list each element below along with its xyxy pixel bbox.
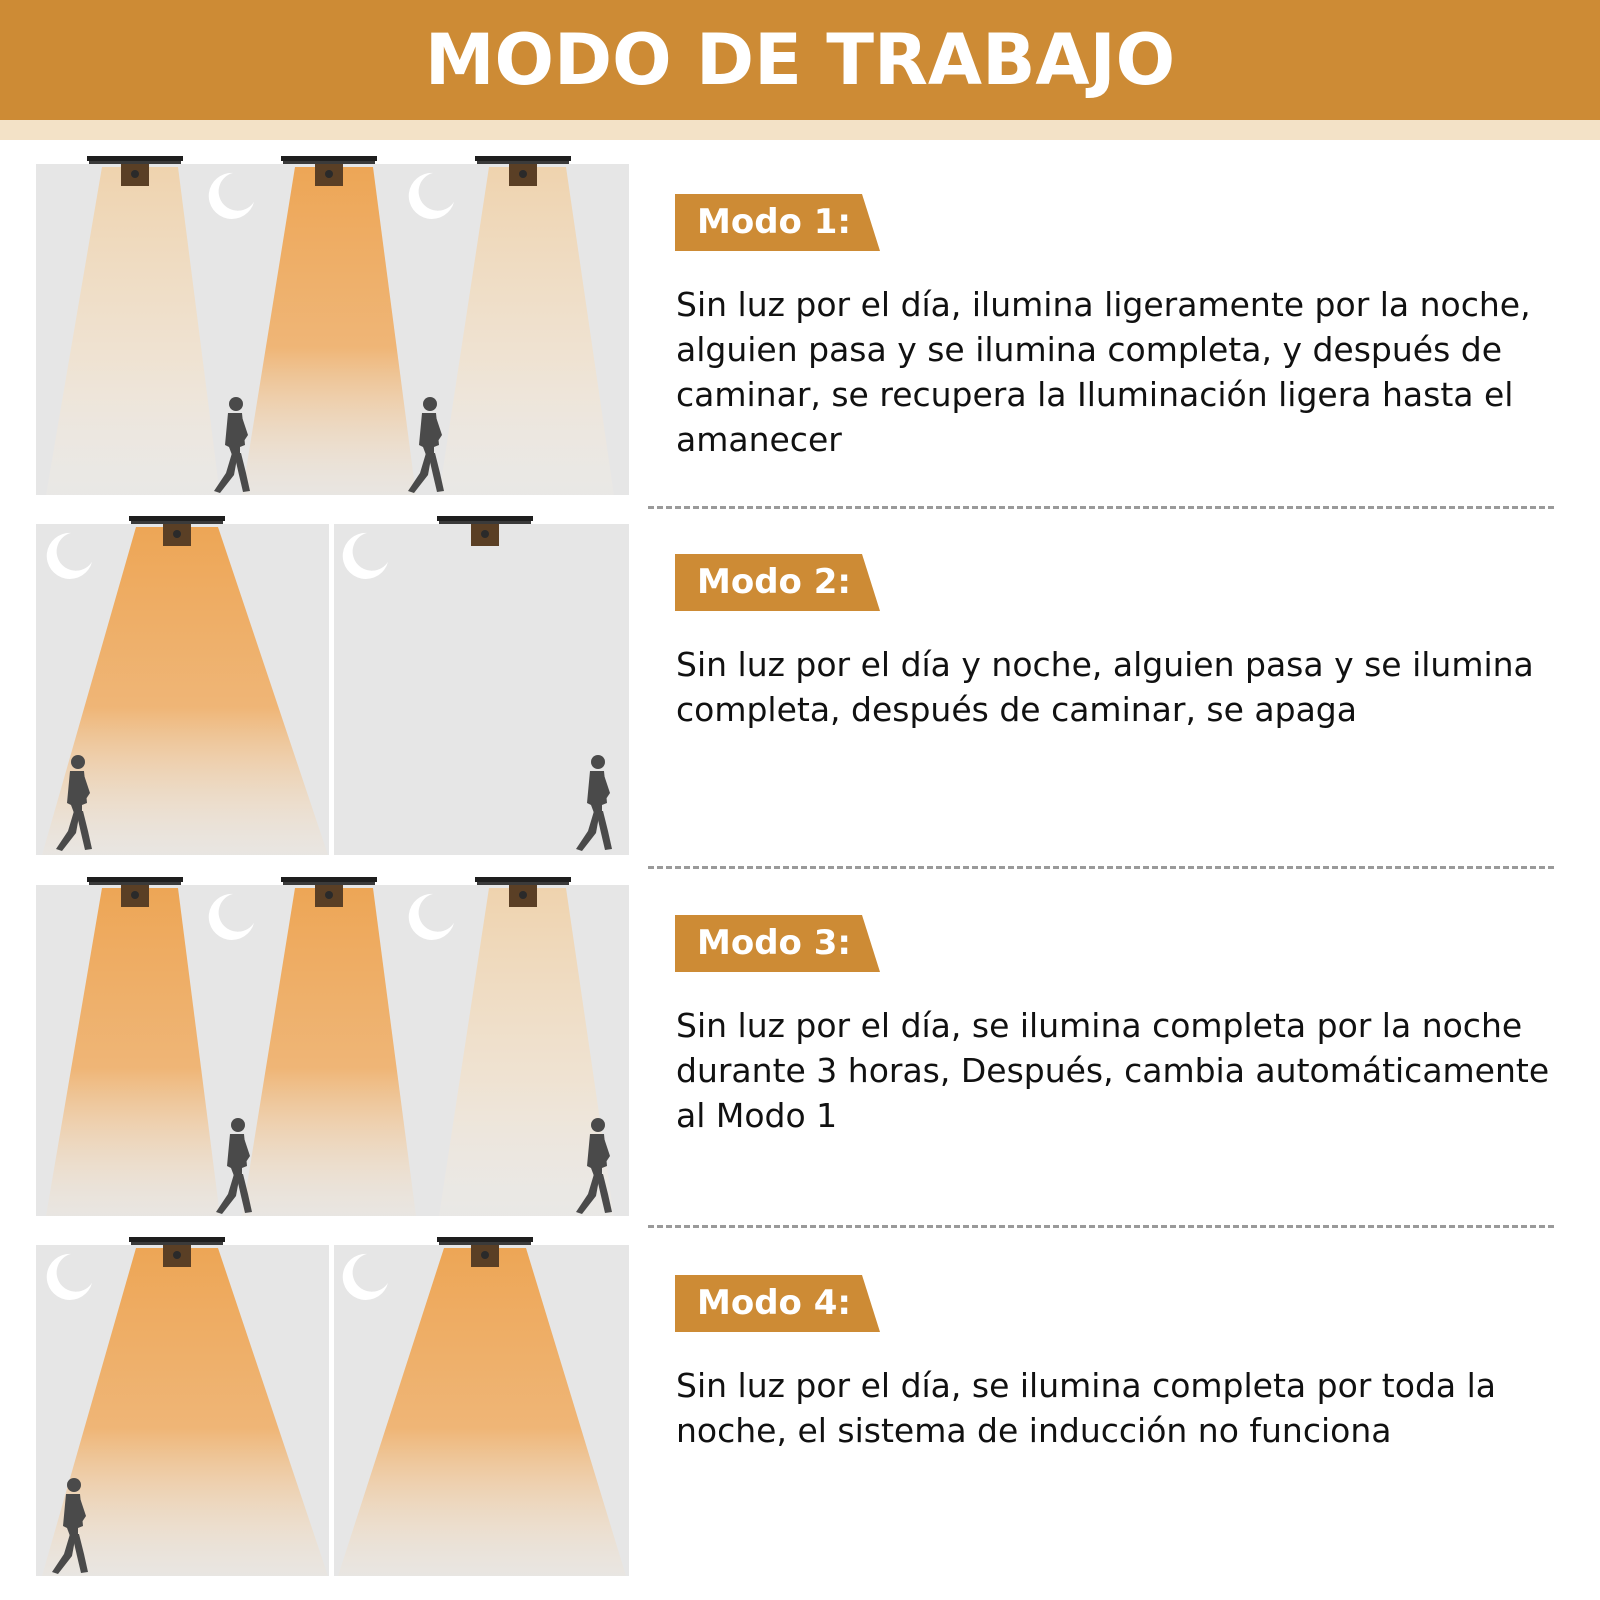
- mode-3-badge: [675, 915, 880, 972]
- mode-4-description: Sin luz por el día, se ilumina completa por toda la noche, el sistema de inducción no funciona: [676, 1366, 1496, 1450]
- mode-4-illustration: [36, 1236, 629, 1576]
- mode-2-badge: [675, 554, 880, 611]
- dashed-divider: [648, 506, 1554, 509]
- mode-1-label: Modo 1:: [697, 202, 851, 242]
- mode-2-illustration: [36, 515, 629, 855]
- mode-3-label: Modo 3:: [697, 923, 851, 963]
- mode-4-label: Modo 4:: [697, 1283, 851, 1323]
- dashed-divider: [648, 866, 1554, 869]
- mode-4-section: [0, 1236, 1600, 1596]
- mode-3-description: Sin luz por el día, se ilumina completa por la noche durante 3 horas, Después, cambia automáticamente al Modo 1: [676, 1006, 1550, 1135]
- mode-4-badge: [675, 1275, 880, 1332]
- dashed-divider: [648, 1225, 1554, 1228]
- mode-3-section: [0, 876, 1600, 1236]
- mode-3-illustration: [36, 876, 629, 1216]
- mode-1-illustration: [36, 155, 629, 495]
- mode-1-section: [0, 155, 1600, 515]
- mode-2-description: Sin luz por el día y noche, alguien pasa y se ilumina completa, después de caminar, se apaga: [676, 645, 1534, 729]
- mode-1-badge: [675, 194, 880, 251]
- mode-2-section: [0, 515, 1600, 875]
- header-strip: [0, 120, 1600, 140]
- mode-2-label: Modo 2:: [697, 562, 851, 602]
- mode-1-description: Sin luz por el día, ilumina ligeramente por la noche, alguien pasa y se ilumina completa, y después de caminar, se recupera la Iluminación ligera hasta el amanecer: [676, 285, 1531, 459]
- page-title: MODO DE TRABAJO: [424, 19, 1176, 101]
